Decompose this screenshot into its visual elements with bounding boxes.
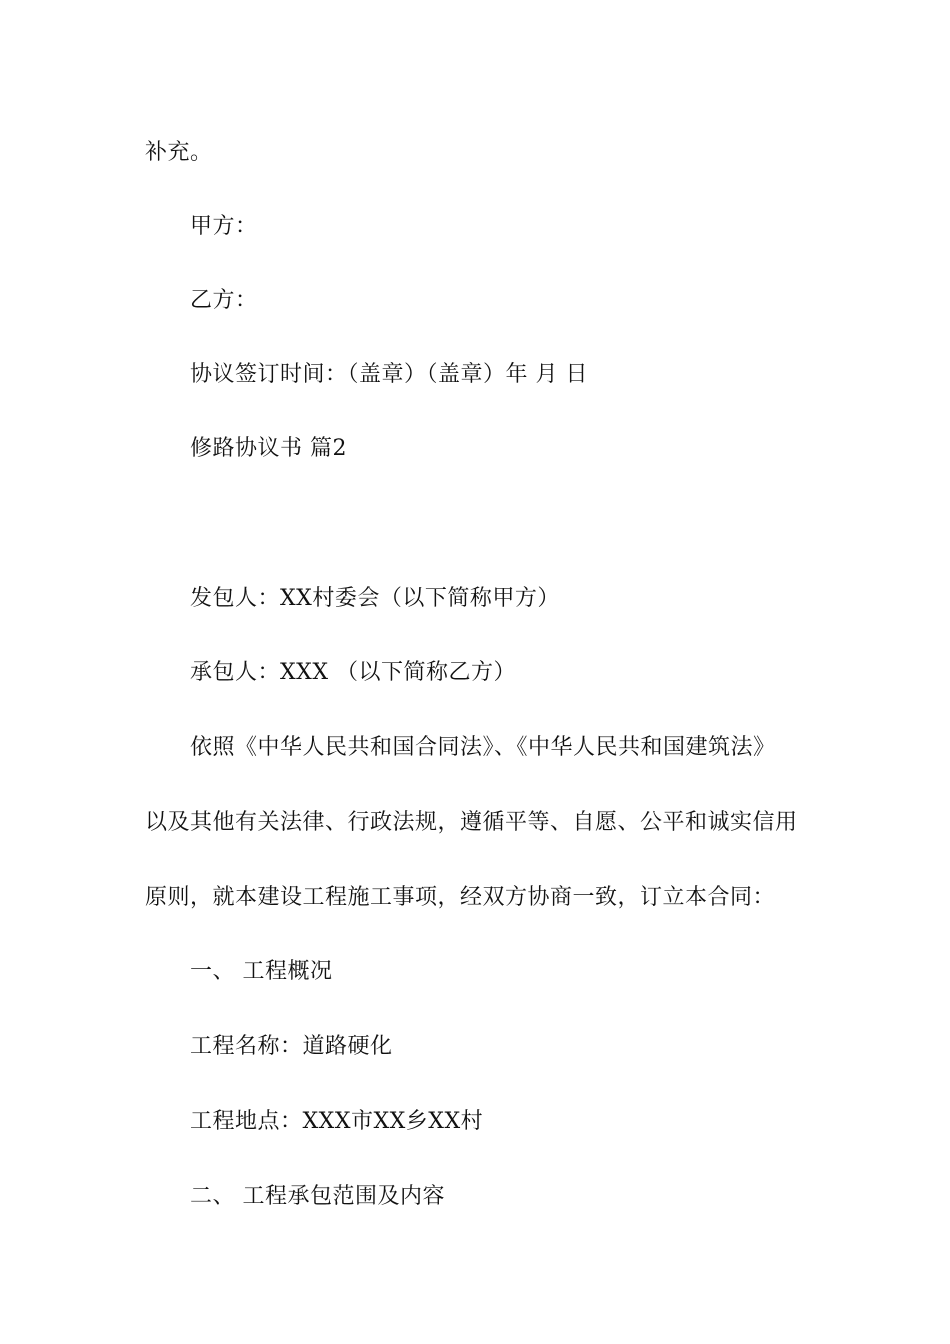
project-location: 工程地点：XXX市XX乡XX村 xyxy=(190,1109,484,1134)
party-a-label: 甲方： xyxy=(190,214,258,239)
legal-basis-line-3: 原则，就本建设工程施工事项，经双方协商一致，订立本合同： xyxy=(145,885,776,910)
legal-basis-line-2: 以及其他有关法律、行政法规，遵循平等、自愿、公平和诚实信用 xyxy=(145,810,798,835)
legal-basis-line-1: 依照《中华人民共和国合同法》、《中华人民共和国建筑法》 xyxy=(190,735,776,760)
heading-project-overview: 一、 工程概况 xyxy=(190,959,333,984)
contractor-issuer: 发包人：XX村委会（以下简称甲方） xyxy=(190,586,560,611)
section-title: 修路协议书 篇2 xyxy=(190,436,347,461)
project-name: 工程名称：道路硬化 xyxy=(190,1034,393,1059)
party-b-label: 乙方： xyxy=(190,288,258,313)
paragraph-continuation: 补充。 xyxy=(145,140,213,165)
heading-project-scope: 二、 工程承包范围及内容 xyxy=(190,1184,445,1209)
contractor-receiver: 承包人：XXX （以下简称乙方） xyxy=(190,660,516,685)
signing-date-line: 协议签订时间：（盖章）（盖章）年 月 日 xyxy=(190,362,588,387)
